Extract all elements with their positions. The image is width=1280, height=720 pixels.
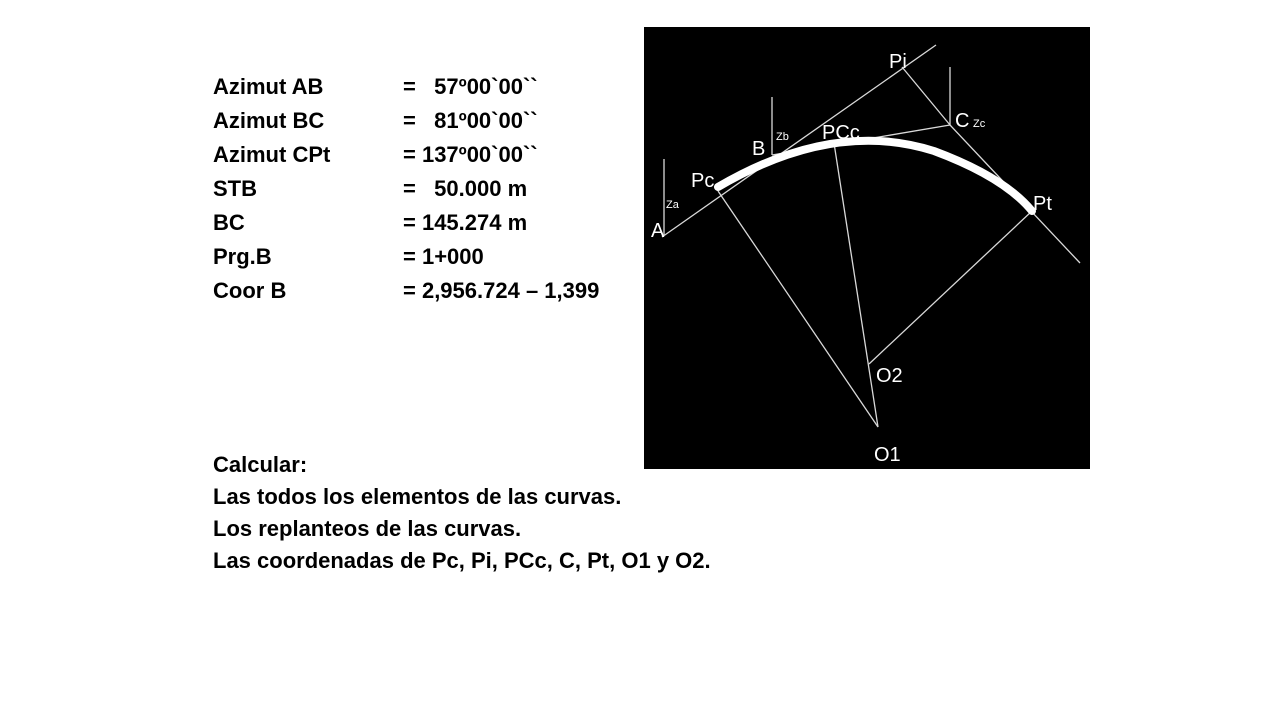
data-value: = 50.000 m <box>403 176 528 201</box>
label-pcc: PCc <box>822 122 860 144</box>
data-label: Azimut AB <box>213 74 324 99</box>
label-zc: Zc <box>973 118 986 130</box>
label-o2: O2 <box>876 365 903 387</box>
label-o1: O1 <box>874 444 901 466</box>
data-value: = 57º00`00`` <box>403 74 538 99</box>
label-pt: Pt <box>1033 193 1052 215</box>
label-za: Za <box>666 199 679 211</box>
data-label: Azimut BC <box>213 108 325 133</box>
label-b: B <box>752 138 766 160</box>
curve-diagram-svg <box>644 27 1090 469</box>
data-value: = 81º00`00`` <box>403 108 538 133</box>
data-label: Prg.B <box>213 244 272 269</box>
task-line: Las todos los elementos de las curvas. <box>213 484 622 509</box>
label-zb: Zb <box>776 131 789 143</box>
task-line: Los replanteos de las curvas. <box>213 516 522 541</box>
task-block <box>213 449 711 577</box>
label-pc: Pc <box>691 170 715 192</box>
data-value: = 137º00`00`` <box>403 142 538 167</box>
data-label: BC <box>213 210 245 235</box>
task-line: Las coordenadas de Pc, Pi, PCc, C, Pt, O1 y O2. <box>213 548 711 573</box>
label-c: C <box>955 110 970 132</box>
label-pi: Pi <box>889 51 907 73</box>
label-a: A <box>651 220 665 242</box>
data-label: Coor B <box>213 278 287 303</box>
data-label: Azimut CPt <box>213 142 331 167</box>
data-value: = 2,956.724 – 1,399 <box>403 278 600 303</box>
data-label: STB <box>213 176 257 201</box>
data-value: = 145.274 m <box>403 210 528 235</box>
data-value: = 1+000 <box>403 244 484 269</box>
task-heading: Calcular: <box>213 452 308 477</box>
curve-diagram <box>644 27 1090 469</box>
